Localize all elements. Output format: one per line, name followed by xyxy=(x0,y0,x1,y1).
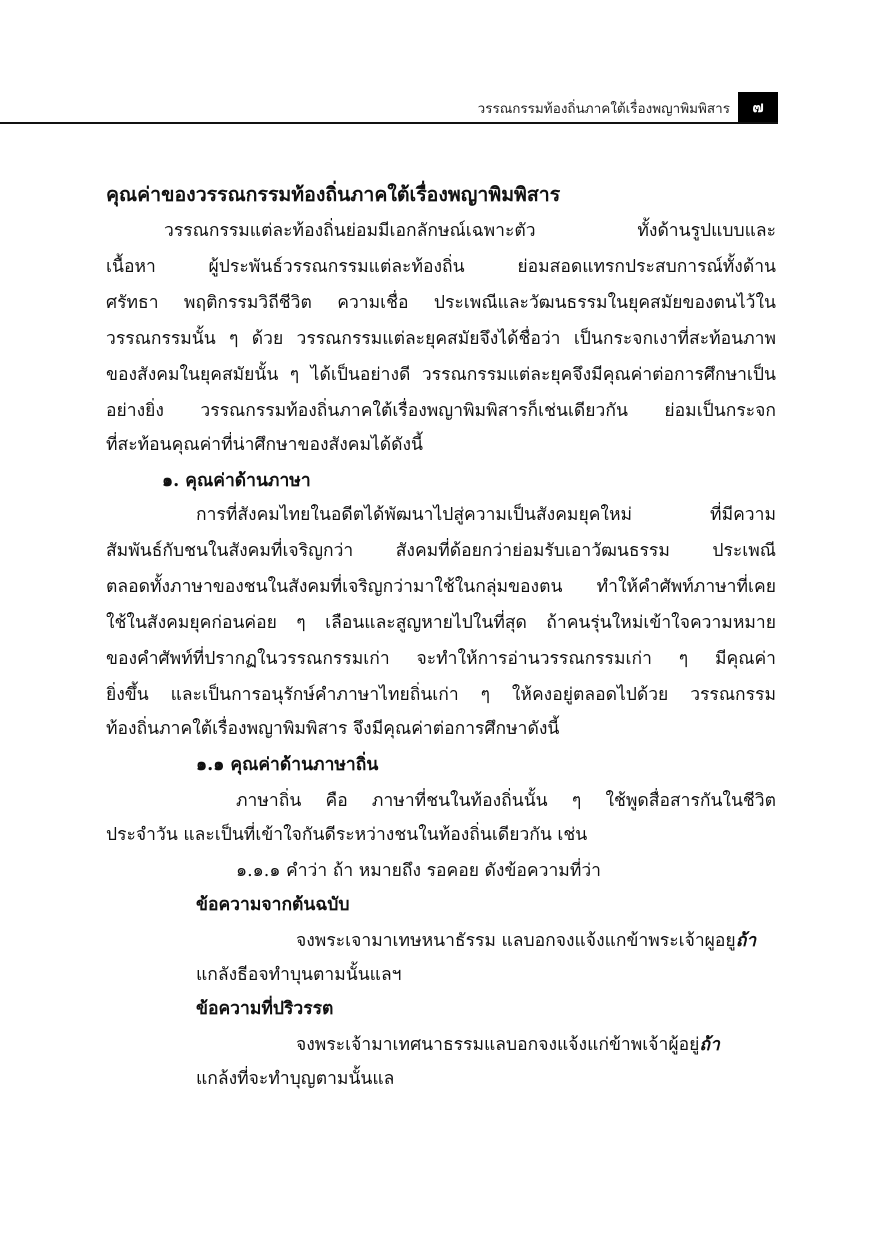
paragraph-line: สัมพันธ์กับชนในสังคมที่เจริญกว่า สังคมที่ด้อยกว่าย่อมรับเอาวัฒนธรรม ประเพณี xyxy=(106,541,776,561)
paragraph-line: ใช้ในสังคมยุคก่อนค่อย ๆ เลือนและสูญหายไปในที่สุด ถ้าคนรุ่นใหม่เข้าใจความหมาย xyxy=(106,613,776,633)
list-item: ๑.๑.๑ คำว่า ถ้า หมายถึง รอคอย ดังข้อความที่ว่า xyxy=(236,861,602,881)
emphasized-word: ถ้า xyxy=(699,1035,720,1055)
running-title: วรรณกรรมท้องถิ่นภาคใต้เรื่องพญาพิมพิสาร xyxy=(477,101,730,117)
paragraph-line: ตลอดทั้งภาษาของชนในสังคมที่เจริญกว่ามาใช้ในกลุ่มของตน ทำให้คำศัพท์ภาษาที่เคย xyxy=(106,577,776,597)
quote-line xyxy=(296,1030,720,1060)
paragraph-line: ศรัทธา พฤติกรรมวิถีชีวิต ความเชื่อ ประเพณีและวัฒนธรรมในยุคสมัยของตนไว้ใน xyxy=(106,293,776,313)
paragraph-line: การที่สังคมไทยในอดีตได้พัฒนาไปสู่ความเป็นสังคมยุคใหม่ ที่มีความ xyxy=(196,505,776,525)
quote-text: จงพระเจามาเทษหนาธัรรม แลบอกจงแจ้งแกข้าพระเจ้าผูอยู xyxy=(296,931,736,951)
page-number: ๗ xyxy=(738,92,778,122)
paragraph-line: ประจำวัน และเป็นที่เข้าใจกันดีระหว่างชนในท้องถิ่นเดียวกัน เช่น xyxy=(106,825,588,845)
original-text-label: ข้อความจากต้นฉบับ xyxy=(196,895,350,915)
quote-line: แกล้งที่จะทำบุญตามนั้นแล xyxy=(196,1069,395,1089)
paragraph-line: วรรณกรรมนั้น ๆ ด้วย วรรณกรรมแต่ละยุคสมัยจึงได้ชื่อว่า เป็นกระจกเงาที่สะท้อนภาพ xyxy=(106,329,776,349)
subsection-heading: ๑. คุณค่าด้านภาษา xyxy=(162,471,311,491)
paragraph-line: ของสังคมในยุคสมัยนั้น ๆ ได้เป็นอย่างดี วรรณกรรมแต่ละยุคจึงมีคุณค่าต่อการศึกษาเป็น xyxy=(106,365,776,385)
paragraph-line: ที่สะท้อนคุณค่าที่น่าศึกษาของสังคมได้ดังนี้ xyxy=(106,435,424,455)
transcribed-text-label: ข้อความที่ปริวรรต xyxy=(196,999,334,1019)
running-header xyxy=(0,92,778,124)
subsection-heading: ๑.๑ คุณค่าด้านภาษาถิ่น xyxy=(196,755,379,775)
paragraph-line: ยิ่งขึ้น และเป็นการอนุรักษ์คำภาษาไทยถิ่นเก่า ๆ ให้คงอยู่ตลอดไปด้วย วรรณกรรม xyxy=(106,685,776,705)
emphasized-word: ถ้า xyxy=(735,931,757,951)
paragraph-line: ท้องถิ่นภาคใต้เรื่องพญาพิมพิสาร จึงมีคุณค่าต่อการศึกษาดังนี้ xyxy=(106,719,560,739)
paragraph-line: เนื้อหา ผู้ประพันธ์วรรณกรรมแต่ละท้องถิ่น ย่อมสอดแทรกประสบการณ์ทั้งด้าน xyxy=(106,257,776,277)
paragraph-line: ภาษาถิ่น คือ ภาษาที่ชนในท้องถิ่นนั้น ๆ ใช้พูดสื่อสารกันในชีวิต xyxy=(236,791,776,811)
paragraph-line: อย่างยิ่ง วรรณกรรมท้องถิ่นภาคใต้เรื่องพญาพิมพิสารก็เช่นเดียวกัน ย่อมเป็นกระจก xyxy=(106,401,776,421)
quote-line xyxy=(296,926,756,956)
section-title: คุณค่าของวรรณกรรมท้องถิ่นภาคใต้เรื่องพญาพิมพิสาร xyxy=(106,183,561,206)
paragraph-line: ของคำศัพท์ที่ปรากฏในวรรณกรรมเก่า จะทำให้การอ่านวรรณกรรมเก่า ๆ มีคุณค่า xyxy=(106,649,776,669)
paragraph-line: วรรณกรรมแต่ละท้องถิ่นย่อมมีเอกลักษณ์เฉพาะตัว ทั้งด้านรูปแบบและ xyxy=(164,221,776,241)
quote-text: จงพระเจ้ามาเทศนาธรรมแลบอกจงแจ้งแก่ข้าพเจ้าผู้อยู่ xyxy=(296,1035,700,1055)
quote-line: แกลังธีอจทำบุนตามนั้นแลฯ xyxy=(196,965,402,985)
